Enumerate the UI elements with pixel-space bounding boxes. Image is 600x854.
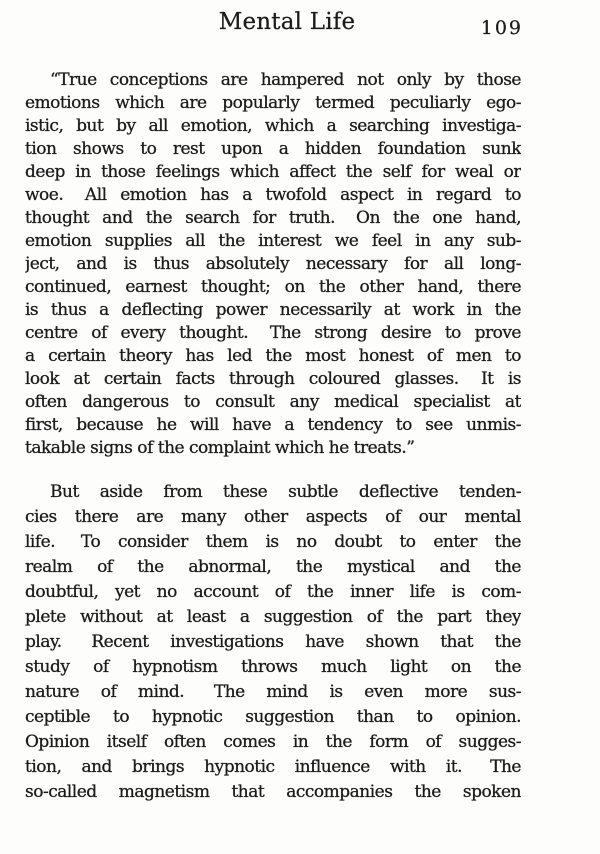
text-line: continued, earnest thought; on the other hand, there <box>25 277 521 297</box>
text-line: plete without at least a suggestion of the part they <box>25 607 521 627</box>
text-line: realm of the abnormal, the mystical and the <box>25 557 521 577</box>
body-paragraph <box>25 480 521 805</box>
text-line: “True conceptions are hampered not only by those <box>50 70 521 90</box>
text-line: cies there are many other aspects of our mental <box>25 507 521 527</box>
page-body <box>25 69 521 805</box>
text-line: centre of every thought. The strong desire to prove <box>25 323 521 343</box>
text-line: is thus a deflecting power necessarily at work in the <box>25 300 521 320</box>
text-line: so-called magnetism that accompanies the spoken <box>25 782 521 802</box>
text-line: look at certain facts through coloured glasses. It is <box>25 369 521 389</box>
text-line: first, because he will have a tendency to see unmis- <box>25 415 521 435</box>
text-line: Opinion itself often comes in the form of sugges- <box>25 732 521 752</box>
text-line: ject, and is thus absolutely necessary for all long- <box>25 254 521 274</box>
text-line: often dangerous to consult any medical specialist at <box>25 392 521 412</box>
text-line: doubtful, yet no account of the inner life is com- <box>25 582 521 602</box>
text-line: tion, and brings hypnotic influence with it. The <box>25 757 521 777</box>
page-number: 109 <box>480 17 523 39</box>
quoted-passage <box>25 69 521 460</box>
text-line: play. Recent investigations have shown that the <box>25 632 521 652</box>
text-line: takable signs of the complaint which he treats.” <box>25 438 415 458</box>
page-title: Mental Life <box>218 9 356 35</box>
text-line: tion shows to rest upon a hidden foundation sunk <box>25 139 521 159</box>
text-line: woe. All emotion has a twofold aspect in regard to <box>25 185 521 205</box>
text-line: nature of mind. The mind is even more sus- <box>25 682 521 702</box>
text-line: study of hypnotism throws much light on the <box>25 657 521 677</box>
text-line: istic, but by all emotion, which a searching investiga- <box>25 116 521 136</box>
text-line: ceptible to hypnotic suggestion than to opinion. <box>25 707 521 727</box>
text-line: life. To consider them is no doubt to enter the <box>25 532 521 552</box>
text-line: emotion supplies all the interest we feel in any sub- <box>25 231 521 251</box>
text-line: But aside from these subtle deflective tenden- <box>50 482 521 502</box>
text-line: thought and the search for truth. On the one hand, <box>25 208 521 228</box>
text-line: a certain theory has led the most honest of men to <box>25 346 521 366</box>
text-line: deep in those feelings which affect the self for weal or <box>25 162 521 182</box>
text-line: emotions which are popularly termed peculiarly ego- <box>25 93 521 113</box>
